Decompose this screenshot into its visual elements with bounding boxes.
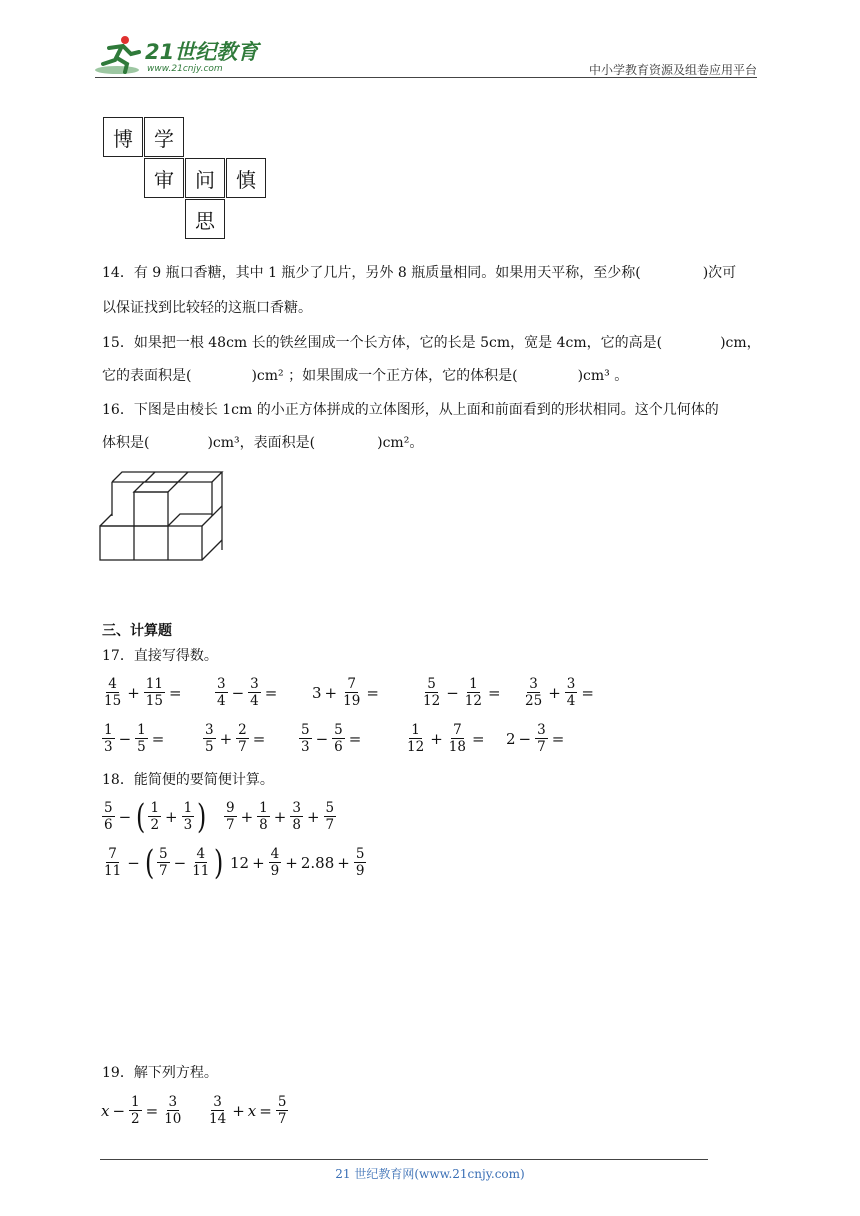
- question-16: 16．下图是由棱长 1cm 的小正方体拼成的立体图形，从上面和前面看到的形状相同。这个几何体的: [102, 402, 719, 418]
- q15-text: )cm² ；如果围成一个正方体，它的体积是(: [251, 368, 518, 384]
- logo-url: www.21cnjy.com: [147, 64, 223, 74]
- logo-text: 21世纪教育: [145, 40, 259, 64]
- q16-line2: [102, 433, 423, 453]
- net-cell: 审: [144, 158, 184, 198]
- q14-text-end: )次可: [702, 265, 737, 281]
- header-divider: [95, 77, 757, 78]
- net-cell: 问: [185, 158, 225, 198]
- expression: $\frac{1}{12}$ + $\frac{7}{18}$ =: [407, 722, 485, 755]
- expression: $\frac{3}{5}$ + $\frac{2}{7}$ =: [205, 722, 266, 755]
- expression: $\frac{4}{15}$ + $\frac{11}{15}$ =: [104, 676, 182, 709]
- expression: $\frac{5}{3}$ − $\frac{5}{6}$ =: [301, 722, 362, 755]
- q15-text: )cm³ 。: [577, 368, 629, 384]
- net-cell: 学: [144, 117, 184, 157]
- net-cell: 慎: [226, 158, 266, 198]
- expression: $\frac{1}{3}$ − $\frac{1}{5}$ =: [104, 722, 165, 755]
- logo: [95, 34, 265, 80]
- q16-text: 体积是(: [102, 435, 150, 451]
- q14-text: 14．有 9 瓶口香糖，其中 1 瓶少了几片，另外 8 瓶质量相同。如果用天平称，至少称(: [102, 265, 641, 281]
- q15-text: 15．如果把一根 48cm 长的铁丝围成一个长方体，它的长是 5cm，宽是 4cm，它的高是(: [102, 335, 663, 351]
- expression: 12 + $\frac{4}{9}$ + 2.88 + $\frac{5}{9}$: [230, 846, 365, 879]
- expression: $\frac{3}{25}$ + $\frac{3}{4}$ =: [525, 676, 594, 709]
- question-15: [102, 333, 761, 353]
- expression: 2 − $\frac{3}{7}$ =: [506, 722, 565, 755]
- question-18-title: 18．能简便的要简便计算。: [102, 772, 274, 788]
- question-14: [102, 263, 736, 283]
- expression: $\frac{5}{12}$ − $\frac{1}{12}$ =: [423, 676, 501, 709]
- cube-solid-figure: [98, 466, 230, 564]
- q16-text: )cm³，表面积是(: [207, 435, 316, 451]
- q15-text: 它的表面积是(: [102, 368, 192, 384]
- equation: $\frac{3}{14}$ + x = $\frac{5}{7}$: [209, 1094, 287, 1127]
- q15-text-end: )cm，: [720, 335, 761, 351]
- expression: $\frac{3}{4}$ − $\frac{3}{4}$ =: [217, 676, 278, 709]
- q15-line2: [102, 366, 628, 386]
- runner-logo-icon: [95, 34, 145, 76]
- expression: $\frac{7}{11}$ − ( $\frac{5}{7}$ − $\frac{4}{11}$ ): [104, 842, 224, 883]
- expression: $\frac{5}{6}$ − ( $\frac{1}{2}$ + $\frac{1}{3}$ ): [104, 796, 207, 837]
- section-title: 三、计算题: [102, 623, 172, 639]
- net-cell: 思: [185, 199, 225, 239]
- footer-text: 21 世纪教育网(www.21cnjy.com): [335, 1167, 525, 1181]
- footer-divider: [100, 1159, 708, 1160]
- q16-text: )cm²。: [377, 435, 424, 451]
- expression: $\frac{9}{7}$ + $\frac{1}{8}$ + $\frac{3}{8}$ + $\frac{5}{7}$: [226, 800, 335, 833]
- question-19-title: 19．解下列方程。: [102, 1065, 218, 1081]
- question-17-title: 17．直接写得数。: [102, 648, 218, 664]
- platform-name: 中小学教育资源及组卷应用平台: [588, 63, 757, 77]
- equation: x − $\frac{1}{2}$ = $\frac{3}{10}$: [101, 1094, 182, 1127]
- expression: 3 + $\frac{7}{19}$ =: [312, 676, 379, 709]
- q14-line2: 以保证找到比较轻的这瓶口香糖。: [102, 300, 312, 316]
- net-cell: 博: [103, 117, 143, 157]
